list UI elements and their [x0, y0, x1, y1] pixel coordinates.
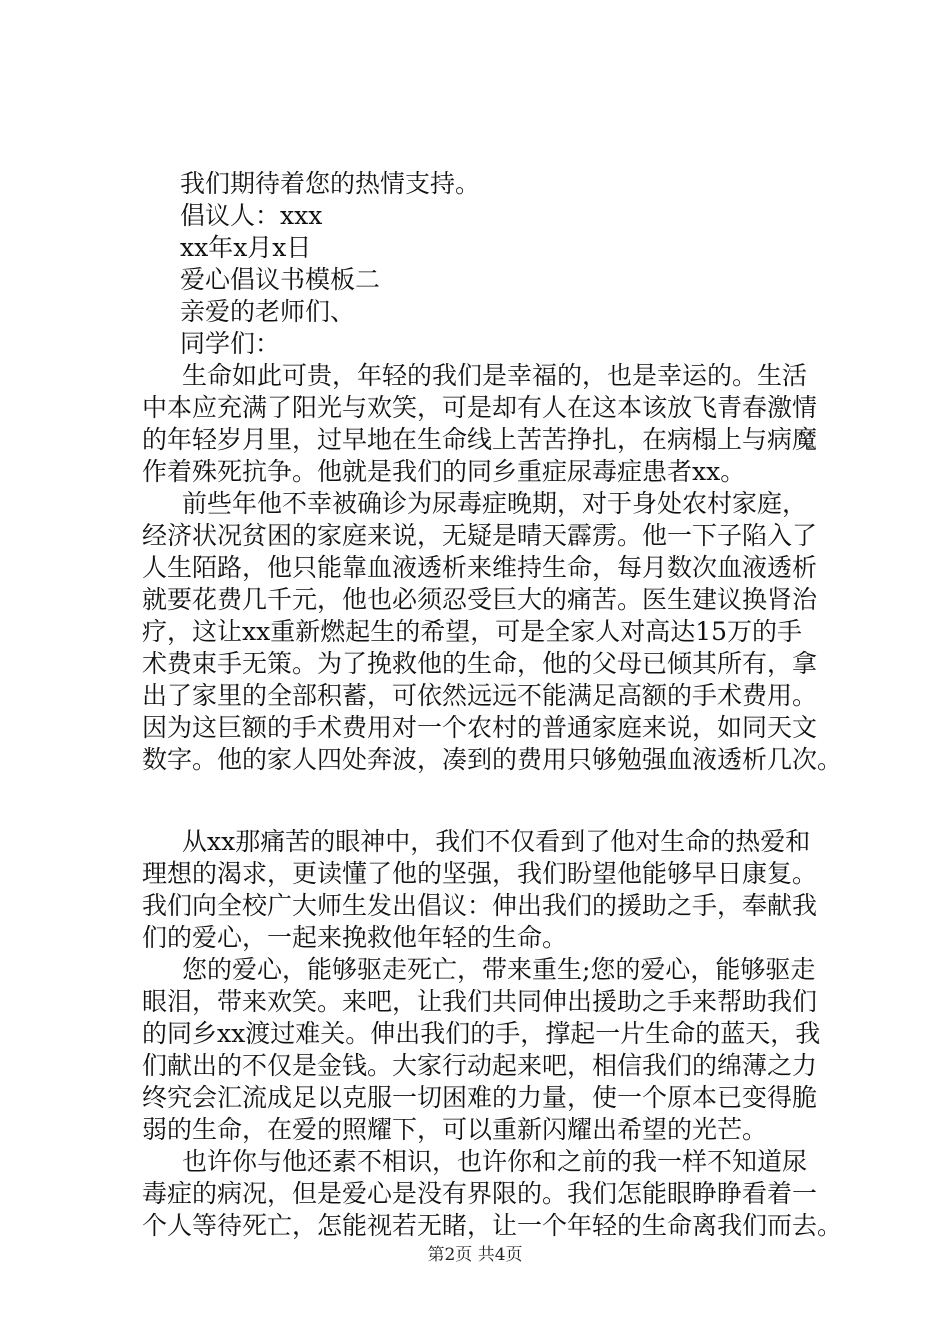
paragraph-line: 中本应充满了阳光与欢笑，可是却有人在这本该放飞青春激情: [142, 393, 818, 422]
paragraph-1: [142, 360, 842, 488]
paragraph-line: 前些年他不幸被确诊为尿毒症晚期，对于身处农村家庭，: [182, 489, 808, 518]
paragraph-line: 生命如此可贵，年轻的我们是幸福的，也是幸运的。生活: [182, 361, 808, 390]
paragraph-4: [142, 954, 842, 1146]
paragraph-line: 眼泪，带来欢笑。来吧，让我们共同伸出援助之手来帮助我们: [142, 987, 818, 1016]
paragraph-line: 作着殊死抗争。他就是我们的同乡重症尿毒症患者xx。: [142, 457, 746, 486]
paragraph-5: [142, 1146, 842, 1242]
paragraph-line: 的同乡xx渡过难关。伸出我们的手，撑起一片生命的蓝天，我: [142, 1019, 821, 1048]
paragraph-line: 理想的渴求，更读懂了他的坚强，我们盼望他能够早日康复。: [142, 859, 818, 888]
paragraph-line: 您的爱心，能够驱走死亡，带来重生;您的爱心，能够驱走: [182, 955, 816, 984]
section-title: 爱心倡议书模板二: [180, 265, 381, 294]
paragraph-line: 个人等待死亡，怎能视若无睹，让一个年轻的生命离我们而去。: [142, 1211, 843, 1240]
paragraph-line: 术费束手无策。为了挽救他的生命，他的父母已倾其所有，拿: [142, 649, 818, 678]
document-body: [142, 168, 842, 1242]
paragraph-2: [142, 488, 842, 776]
page-number-label: 第2页 共4页: [427, 1245, 523, 1265]
paragraph-line: 从xx那痛苦的眼神中，我们不仅看到了他对生命的热爱和: [182, 827, 811, 856]
paragraph-line: 因为这巨额的手术费用对一个农村的普通家庭来说，如同天文: [142, 713, 818, 742]
paragraph-line: 人生陌路，他只能靠血液透析来维持生命，每月数次血液透析: [142, 553, 818, 582]
paragraph-line: 就要花费几千元，他也必须忍受巨大的痛苦。医生建议换肾治: [142, 585, 818, 614]
salutation-line-2: 同学们：: [180, 329, 281, 358]
salutation-line-1: 亲爱的老师们、: [180, 297, 356, 326]
paragraph-line: 数字。他的家人四处奔波，凑到的费用只够勉强血液透析几次。: [142, 745, 843, 774]
paragraph-line: 们的爱心，一起来挽救他年轻的生命。: [142, 923, 568, 952]
paragraph-line: 疗，这让xx重新燃起生的希望，可是全家人对高达15万的手: [142, 617, 803, 646]
date-line: xx年x月x日: [180, 233, 312, 262]
paragraph-3: [142, 826, 842, 954]
paragraph-spacer: [142, 776, 842, 826]
initiator-line: 倡议人：xxx: [180, 201, 323, 230]
paragraph-line: 出了家里的全部积蓄，可依然远远不能满足高额的手术费用。: [142, 681, 818, 710]
paragraph-line: 我们向全校广大师生发出倡议：伸出我们的援助之手，奉献我: [142, 891, 818, 920]
paragraph-line: 终究会汇流成足以克服一切困难的力量，使一个原本已变得脆: [142, 1083, 818, 1112]
paragraph-line: 经济状况贫困的家庭来说，无疑是晴天霹雳。他一下子陷入了: [142, 521, 818, 550]
paragraph-line: 的年轻岁月里，过早地在生命线上苦苦挣扎，在病榻上与病魔: [142, 425, 818, 454]
paragraph-line: 毒症的病况，但是爱心是没有界限的。我们怎能眼睁睁看着一: [142, 1179, 818, 1208]
paragraph-line: 也许你与他还素不相识，也许你和之前的我一样不知道尿: [182, 1147, 808, 1176]
paragraph-line: 弱的生命，在爱的照耀下，可以重新闪耀出希望的光芒。: [142, 1115, 768, 1144]
paragraph-line: 们献出的不仅是金钱。大家行动起来吧，相信我们的绵薄之力: [142, 1051, 818, 1080]
closing-line: 我们期待着您的热情支持。: [180, 169, 481, 198]
page-footer: [0, 1240, 950, 1265]
